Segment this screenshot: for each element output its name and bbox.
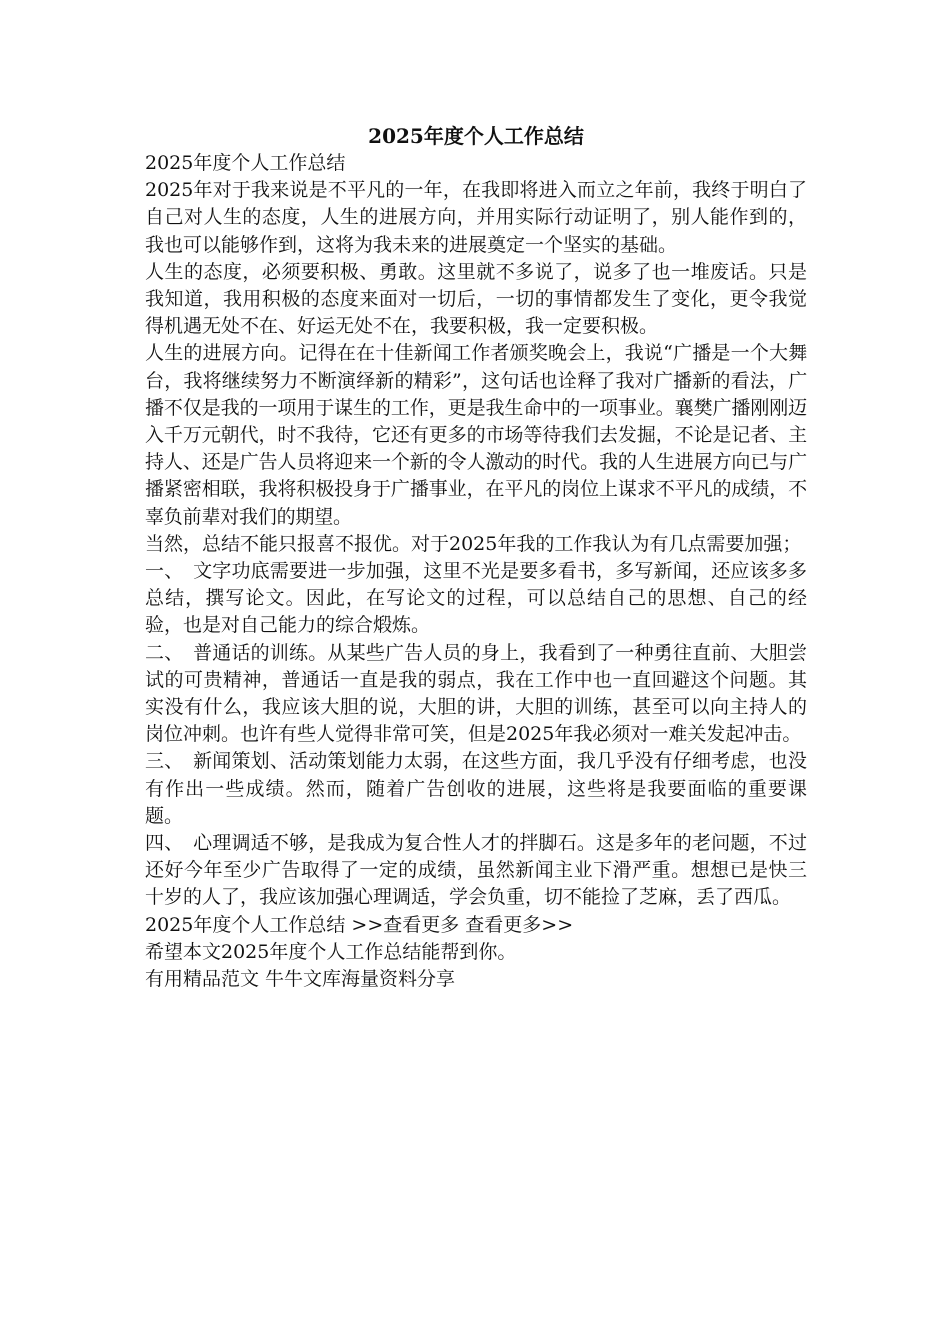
closing-line: 希望本文2025年度个人工作总结能帮到你。 — [145, 940, 517, 963]
document-subtitle: 2025年度个人工作总结 — [145, 152, 346, 174]
paragraph-point-one: 一、 文字功底需要进一步加强，这里不光是要多看书，多写新闻，还应该多多总结，撰写论文。因此，在写论文的过程，可以总结自己的思想、自己的经验，也是对自己能力的综合煅炼。 — [145, 560, 807, 637]
paragraph-point-four: 四、 心理调适不够，是我成为复合性人才的拌脚石。这是多年的老问题，不过还好今年至少广告取得了一定的成绩，虽然新闻主业下滑严重。想想已是快三十岁的人了，我应该加强心理调适，学会负重，切不能捡了芝麻，丢了西瓜。 — [145, 832, 807, 909]
view-more-link-2[interactable]: 查看更多>> — [465, 913, 574, 936]
document-title: 2025年度个人工作总结 — [368, 124, 584, 148]
view-more-link-1[interactable]: >>查看更多 — [351, 913, 460, 936]
more-line-label: 2025年度个人工作总结 — [145, 913, 346, 936]
paragraph-shortcomings: 当然，总结不能只报喜不报优。对于2025年我的工作我认为有几点需要加强； — [145, 532, 802, 555]
paragraph-point-three: 三、 新闻策划、活动策划能力太弱，在这些方面，我几乎没有仔细考虑，也没有作出一些成绩。然而，随着广告创收的进展，这些将是我要面临的重要课题。 — [145, 750, 807, 827]
paragraph-direction: 人生的进展方向。记得在在十佳新闻工作者颁奖晚会上，我说“广播是一个大舞台，我将继续努力不断演绎新的精彩”，这句话也诠释了我对广播新的看法，广播不仅是我的一项用于谋生的工作，更是我生命中的一项事业。襄樊广播刚刚迈入千万元朝代，时不我待，它还有更多的市场等待我们去发掘，不论是记者、主持人、还是广告人员将迎来一个新的令人激动的时代。我的人生进展方向已与广播紧密相联，我将积极投身于广播事业，在平凡的岗位上谋求不平凡的成绩，不辜负前辈对我们的期望。 — [145, 342, 807, 528]
more-line — [145, 912, 807, 939]
document-body — [145, 122, 807, 993]
paragraph-point-two: 二、 普通话的训练。从某些广告人员的身上，我看到了一种勇往直前、大胆尝试的可贵精神，普通话一直是我的弱点，我在工作中也一直回避这个问题。其实没有什么，我应该大胆的说，大胆的讲，大胆的训练，甚至可以向主持人的岗位冲刺。也许有些人觉得非常可笑，但是2025年我必须对一难关发起冲击。 — [145, 641, 807, 746]
paragraph-attitude: 人生的态度，必须要积极、勇敢。这里就不多说了，说多了也一堆废话。只是我知道，我用积极的态度来面对一切后，一切的事情都发生了变化，更令我觉得机遇无处不在、好运无处不在，我要积极，我一定要积极。 — [145, 260, 807, 338]
footer-line: 有用精品范文 牛牛文库海量资料分享 — [145, 968, 456, 991]
paragraph-intro: 2025年对于我来说是不平凡的一年，在我即将进入而立之年前，我终于明白了自己对人生的态度，人生的进展方向，并用实际行动证明了，别人能作到的，我也可以能够作到，这将为我未来的进展奠定一个坚实的基础。 — [145, 179, 807, 256]
